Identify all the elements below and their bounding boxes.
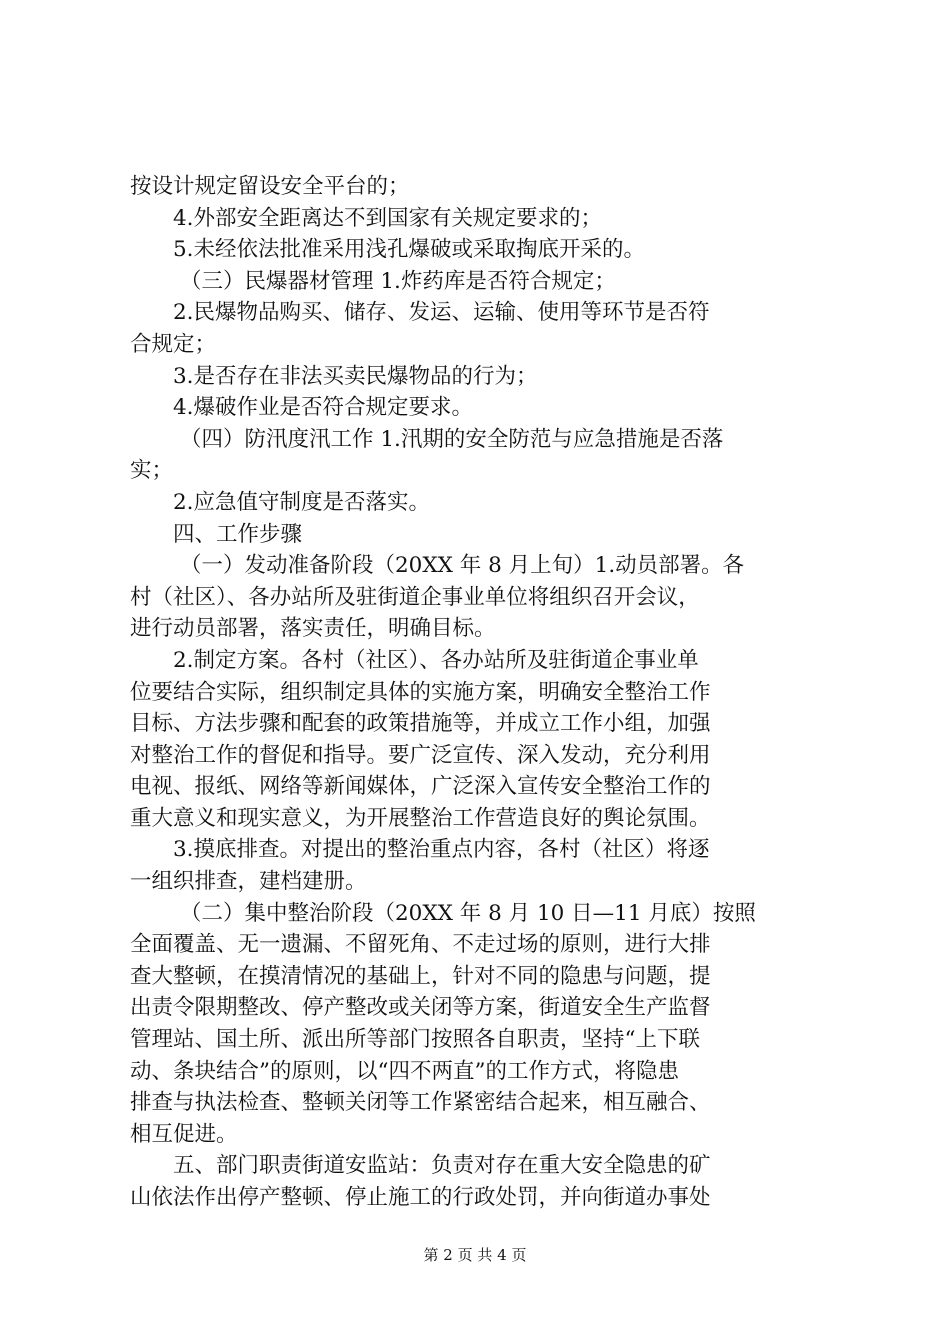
text-line: （三）民爆器材管理 1.炸药库是否符合规定；	[180, 268, 616, 294]
text-line: 电视、报纸、网络等新闻媒体，广泛深入宣传安全整治工作的	[130, 774, 711, 800]
text-line: 全面覆盖、无一遗漏、不留死角、不走过场的原则，进行大排	[130, 932, 711, 958]
text-line: 山依法作出停产整顿、停止施工的行政处罚，并向街道办事处	[130, 1185, 711, 1210]
text-line: 2.制定方案。各村（社区）、各办站所及驻街道企事业单	[173, 647, 699, 673]
text-line: 对整治工作的督促和指导。要广泛宣传、深入发动，充分利用	[130, 742, 711, 768]
text-line: 进行动员部署，落实责任，明确目标。	[130, 616, 496, 642]
text-line: 2.民爆物品购买、储存、发运、运输、使用等环节是否符	[173, 300, 710, 326]
text-line: 重大意义和现实意义，为开展整治工作营造良好的舆论氛围。	[130, 805, 711, 831]
page-footer: 第 2 页 共 4 页	[423, 1246, 527, 1264]
text-line: 4.外部安全距离达不到国家有关规定要求的；	[173, 205, 603, 231]
text-line: 合规定；	[130, 331, 217, 357]
text-line: 2.应急值守制度是否落实。	[173, 489, 431, 515]
text-line: 实；	[130, 458, 174, 484]
text-line: 村（社区）、各办站所及驻街道企事业单位将组织召开会议，	[130, 584, 700, 610]
text-line: 五、部门职责街道安监站：负责对存在重大安全隐患的矿	[173, 1153, 711, 1179]
text-line: 查大整顿，在摸清情况的基础上，针对不同的隐患与问题，提	[130, 963, 711, 989]
text-line: 3.摸底排查。对提出的整治重点内容，各村（社区）将逐	[173, 837, 710, 863]
text-line: 相互促进。	[130, 1121, 238, 1147]
text-line: 4.爆破作业是否符合规定要求。	[173, 395, 474, 421]
text-line: （一）发动准备阶段（20XX 年 8 月上旬）1.动员部署。各	[180, 553, 745, 579]
document-body	[130, 171, 830, 1214]
text-line: 5.未经依法批准采用浅孔爆破或采取掏底开采的。	[173, 237, 646, 263]
text-line: 出责令限期整改、停产整改或关闭等方案，街道安全生产监督	[130, 995, 711, 1021]
text-line: （四）防汛度汛工作 1.汛期的安全防范与应急措施是否落	[180, 426, 724, 452]
text-line: 排查与执法检查、整顿关闭等工作紧密结合起来，相互融合、	[130, 1090, 711, 1116]
text-line: 按设计规定留设安全平台的；	[130, 174, 410, 199]
text-line: 管理站、国土所、派出所等部门按照各自职责，坚持“上下联	[130, 1027, 700, 1053]
text-line: （二）集中整治阶段（20XX 年 8 月 10 日—11 月底）按照	[180, 900, 756, 926]
text-line: 位要结合实际，组织制定具体的实施方案，明确安全整治工作	[130, 679, 711, 705]
text-line: 一组织排查，建档建册。	[130, 869, 367, 895]
text-line: 四、工作步骤	[173, 521, 303, 547]
text-line: 3.是否存在非法买卖民爆物品的行为；	[173, 363, 538, 389]
text-line: 动、条块结合”的原则，以“四不两直”的工作方式，将隐患	[130, 1058, 679, 1084]
text-line: 目标、方法步骤和配套的政策措施等，并成立工作小组，加强	[130, 711, 711, 737]
